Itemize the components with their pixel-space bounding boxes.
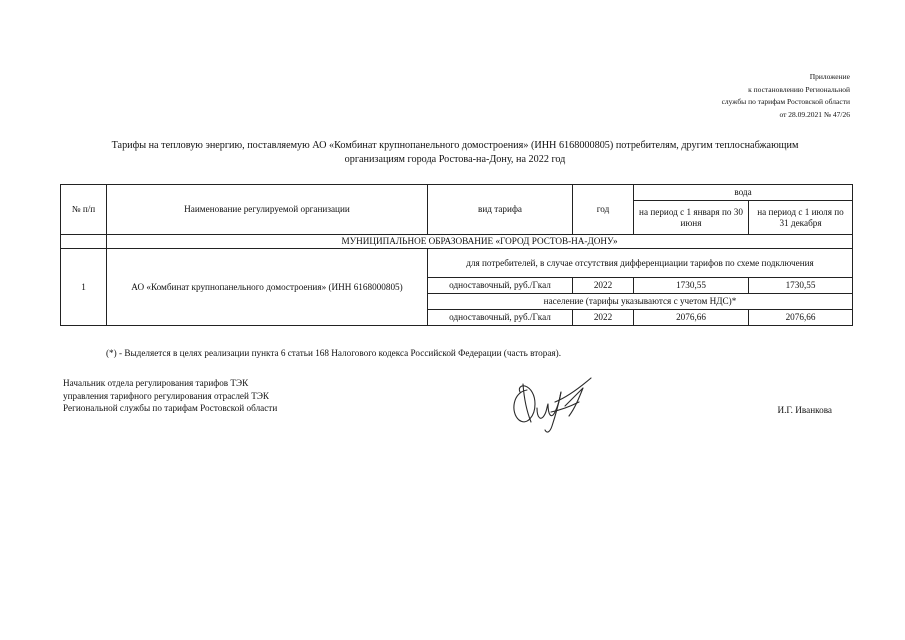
row-org: АО «Комбинат крупнопанельного домостроения» (ИНН 6168000805): [107, 249, 428, 326]
section-spacer: [61, 235, 107, 249]
title-line: организациям города Ростова-на-Дону, на 2022 год: [344, 153, 566, 165]
table-row: [61, 249, 853, 278]
section-title: МУНИЦИПАЛЬНОЕ ОБРАЗОВАНИЕ «ГОРОД РОСТОВ-НА-ДОНУ»: [107, 235, 853, 249]
header-group-water: вода: [634, 185, 853, 201]
consumers-value-period-1: 1730,55: [634, 278, 749, 294]
header-period-2: на период с 1 июля по 31 декабря: [749, 201, 853, 235]
appendix-line: Приложение: [809, 72, 850, 81]
population-tariff-type: одноставочный, руб./Гкал: [428, 310, 573, 326]
appendix-line: к постановлению Региональной: [748, 84, 850, 94]
consumers-tariff-type: одноставочный, руб./Гкал: [428, 278, 573, 294]
row-num: 1: [61, 249, 107, 326]
section-row: [61, 235, 853, 249]
signer-line: Начальник отдела регулирования тарифов ТЭК: [63, 378, 249, 388]
population-value-period-2: 2076,66: [749, 310, 853, 326]
header-org: Наименование регулируемой организации: [107, 185, 428, 235]
signer-line: управления тарифного регулирования отраслей ТЭК: [63, 390, 270, 401]
consumers-value-period-2: 1730,55: [749, 278, 853, 294]
header-period-1: на период с 1 января по 30 июня: [634, 201, 749, 235]
document-title: [60, 139, 850, 166]
signer-line: Региональной службы по тарифам Ростовской области: [63, 403, 278, 413]
appendix-block: [590, 71, 850, 122]
title-line: Тарифы на тепловую энергию, поставляемую АО «Комбинат крупнопанельного домостроения» (ИНН 6168000805) потребителям, другим теплоснабжающим: [111, 140, 799, 151]
consumers-year: 2022: [573, 278, 634, 294]
header-num: № п/п: [61, 185, 107, 235]
population-label: население (тарифы указываются с учетом НДС)*: [428, 294, 853, 310]
table-header-row: [61, 185, 853, 201]
appendix-line: от 28.09.2021 № 47/26: [779, 110, 850, 120]
signer-name: И.Г. Иванкова: [777, 405, 832, 415]
tariff-table: [60, 184, 853, 326]
signer-position: [63, 377, 423, 415]
header-year: год: [573, 185, 634, 235]
footnote: (*) - Выделяется в целях реализации пункта 6 статьи 168 Налогового кодекса Российской Федерации (часть вторая).: [106, 348, 561, 358]
appendix-line: службы по тарифам Ростовской области: [721, 97, 850, 107]
consumers-label: для потребителей, в случае отсутствия дифференциации тарифов по схеме подключения: [428, 249, 853, 278]
handwritten-signature: [505, 368, 600, 436]
header-tariff-type: вид тарифа: [428, 185, 573, 235]
population-year: 2022: [573, 310, 634, 326]
population-value-period-1: 2076,66: [634, 310, 749, 326]
